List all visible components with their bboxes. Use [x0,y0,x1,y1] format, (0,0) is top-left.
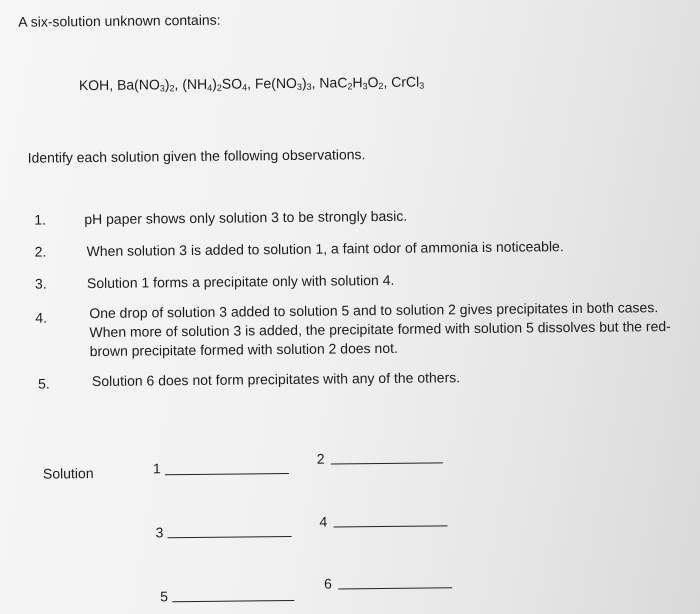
answer-blank-1[interactable] [165,473,289,475]
observation-text: Solution 6 does not form precipitates with any of the others. [91,369,461,390]
blank-number-6: 6 [324,575,333,592]
answer-blank-2[interactable] [331,462,443,464]
solution-label: Solution [42,465,94,482]
blank-number-3: 3 [155,524,164,541]
compound-list: KOH, $Ba(NO_3)_2$, $(NH_4)_2SO_4$, $Fe(NO_3)_3$, $NaC_2H_3O_2$, CrCl$_3$ [78,73,425,94]
observation-text: brown precipitate formed with solution 2 does not. [89,339,398,360]
intro-text: A six-solution unknown contains: [18,11,221,30]
instruction-text: Identify each solution given the following observations. [27,146,366,166]
answer-blank-4[interactable] [334,525,448,527]
blank-number-5: 5 [160,588,169,605]
observation-number: 3. [34,275,47,292]
observation-number: 5. [37,375,50,392]
answer-blank-3[interactable] [168,536,292,538]
blank-number-4: 4 [319,513,328,530]
observation-text: pH paper shows only solution 3 to be strongly basic. [84,207,408,228]
observation-text: When solution 3 is added to solution 1, a faint odor of ammonia is noticeable. [86,238,564,260]
observation-number: 4. [35,309,48,326]
answer-blank-5[interactable] [172,600,294,602]
observation-number: 1. [34,211,47,228]
observation-text: When more of solution 3 is added, the precipitate formed with solution 5 dissolves but the red- [89,317,671,341]
blank-number-2: 2 [316,450,325,467]
answer-blank-6[interactable] [338,587,452,589]
blank-number-1: 1 [152,460,161,477]
observation-text: Solution 1 forms a precipitate only with solution 4. [86,271,395,292]
observation-number: 2. [34,243,47,260]
observation-text: One drop of solution 3 added to solution 5 and to solution 2 gives precipitates in both cases. [89,299,659,322]
